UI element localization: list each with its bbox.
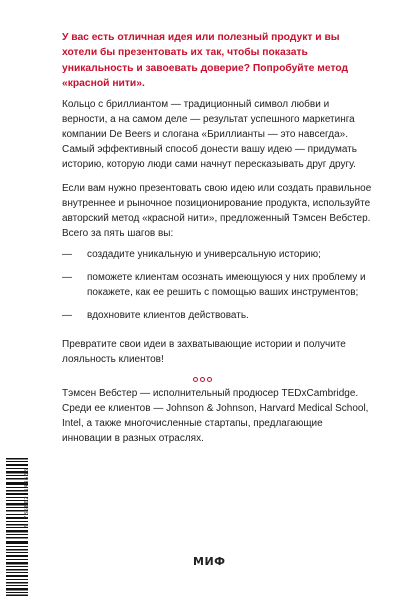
- list-item-text: поможете клиентам осознать имеющуюся у них проблему и покажете, как ее решить с помощью ваших инструментов;: [87, 272, 366, 298]
- ornament-dots-icon: [193, 377, 212, 382]
- paragraph-diamond: Кольцо с бриллиантом — традиционный символ любви и верности, а на самом деле — результат успешного маркетинга компании De Beers и слогана «Бриллианты — это навсегда». Самый эффективный способ донести вашу идею — придумать историю, которую люди сами начнут пересказывать друг другу.: [62, 99, 357, 170]
- list-item-text: создадите уникальную и универсальную историю;: [87, 249, 321, 260]
- bullet-dash: —: [62, 310, 72, 321]
- paragraph-method: Если вам нужно презентовать свою идею или создать правильное внутреннее и рыночное позиционирование продукта, используйте авторский метод «красной нити», предложенный Тэмсен Вебстер. Всего за пять шагов вы:: [62, 183, 372, 239]
- author-bio: Тэмсен Вебстер — исполнительный продюсер TEDxCambridge. Среди ее клиентов — Johnson & Johnson, Harvard Medical School, Intel, а также многочисленные стартапы, предлагающие инновации в разных отраслях.: [62, 388, 369, 444]
- benefits-list: [62, 247, 372, 331]
- bullet-dash: —: [62, 272, 72, 283]
- list-item: [62, 308, 372, 323]
- list-item: [62, 270, 372, 300]
- list-item: [62, 247, 372, 262]
- intro-text: У вас есть отличная идея или полезный продукт и вы хотели бы презентовать их так, чтобы показать уникальность и завоевать доверие? Попробуйте метод «красной нити».: [62, 32, 349, 90]
- list-item-text: вдохновите клиентов действовать.: [87, 310, 249, 321]
- isbn-text: 9 785002 148668: [24, 468, 30, 527]
- bullet-dash: —: [62, 249, 72, 260]
- paragraph-call-to-action: Превратите свои идеи в захватывающие истории и получите лояльность клиентов!: [62, 339, 346, 365]
- publisher-logo: МИФ: [193, 555, 226, 568]
